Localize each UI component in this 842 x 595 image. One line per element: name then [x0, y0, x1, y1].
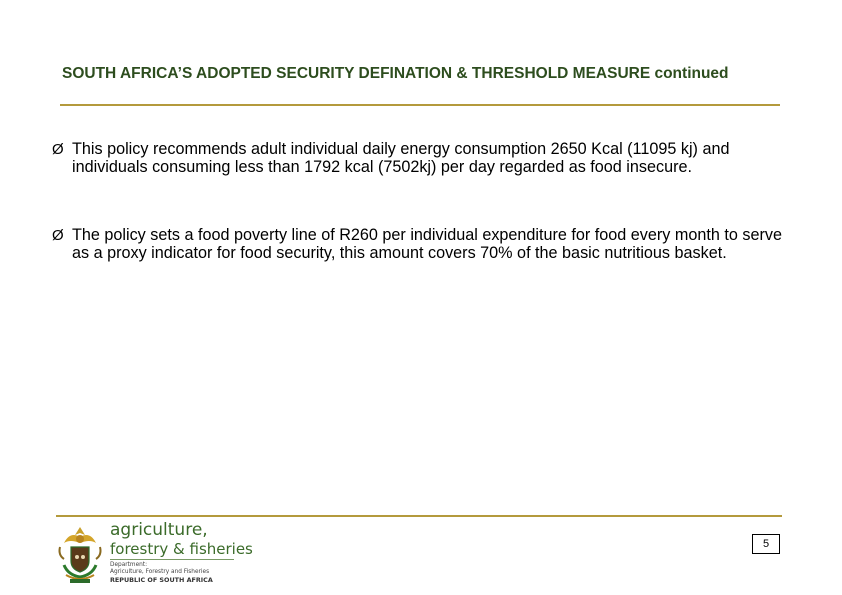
- arrow-bullet-icon: Ø: [52, 227, 64, 244]
- brand-divider: [110, 559, 234, 560]
- arrow-bullet-icon: Ø: [52, 141, 64, 158]
- country-name: REPUBLIC OF SOUTH AFRICA: [110, 576, 213, 584]
- bullet-text: The policy sets a food poverty line of R260 per individual expenditure for food every month to serve as a proxy indicator for food security, this amount covers 70% of the basic nutritious basket.: [72, 226, 782, 262]
- bullet-item: [52, 141, 782, 176]
- footer-divider: [56, 515, 782, 517]
- page-number: 5: [752, 534, 780, 554]
- brand-line-forestry: forestry & fisheries: [110, 540, 253, 558]
- department-logo: [110, 521, 253, 584]
- bullet-text: This policy recommends adult individual daily energy consumption 2650 Kcal (11095 kj) and individuals consuming less than 1792 kcal (7502kj) per day regarded as food insecure.: [72, 140, 730, 176]
- coat-of-arms-icon: [56, 525, 104, 585]
- slide-title: SOUTH AFRICA’S ADOPTED SECURITY DEFINATION & THRESHOLD MEASURE continued: [62, 65, 729, 82]
- brand-line-agriculture: agriculture,: [110, 520, 208, 540]
- department-name: Agriculture, Forestry and Fisheries: [110, 569, 210, 575]
- title-divider: [60, 104, 780, 106]
- department-label: Department:: [110, 562, 148, 568]
- bullet-item: [52, 227, 782, 262]
